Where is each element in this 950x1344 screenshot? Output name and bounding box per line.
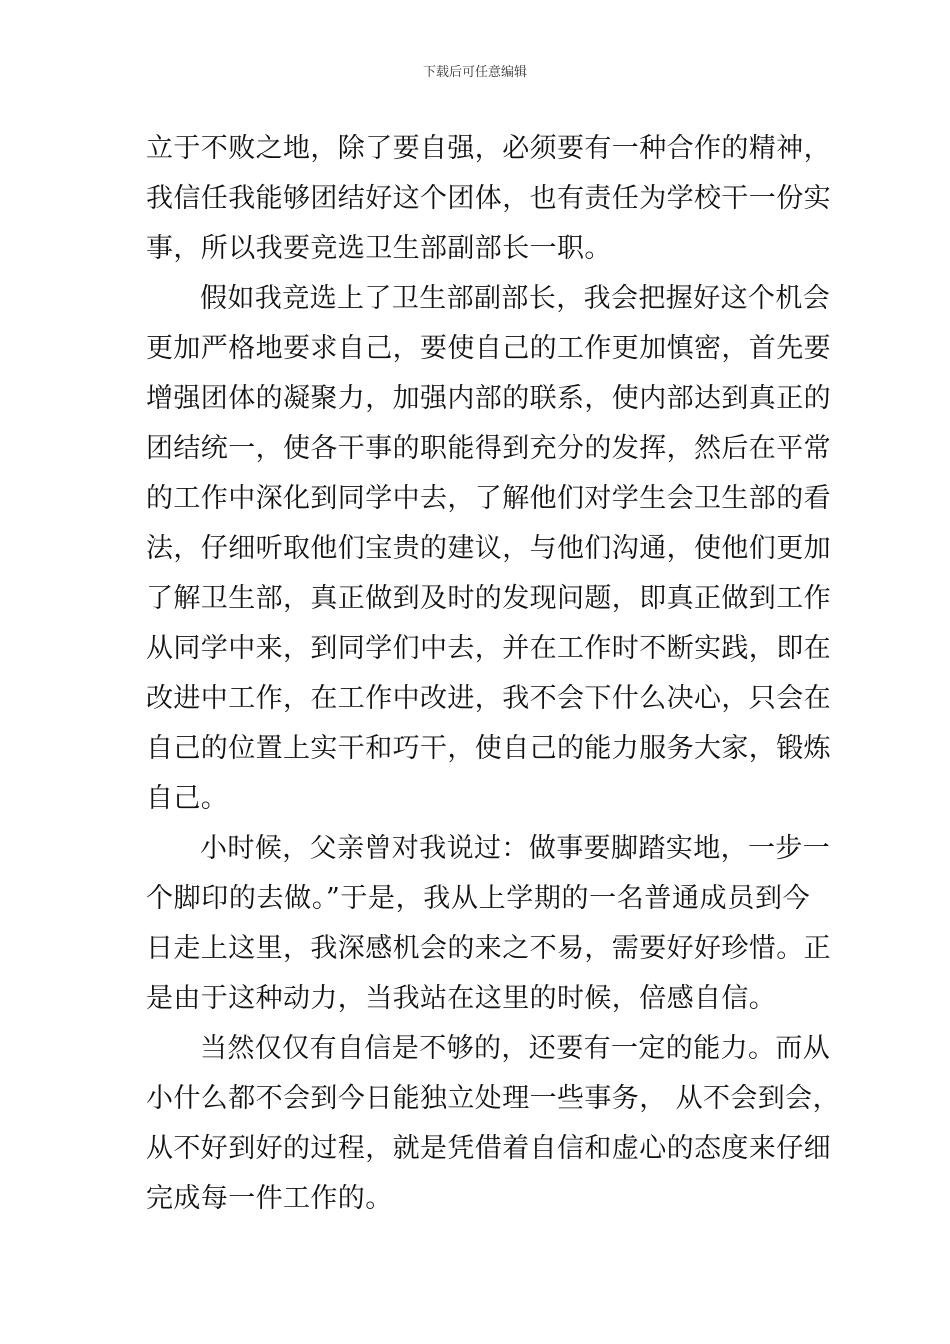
text-line: 从同学中来，到同学们中去，并在工作时不断实践，即在	[146, 633, 831, 664]
text-line: 事，所以我要竞选卫生部副部长一职。	[146, 233, 612, 264]
text-line: 立于不败之地，除了要自强，必须要有一种合作的精神，	[146, 133, 831, 164]
text-line: 假如我竞选上了卫生部副部长，我会把握好这个机会	[200, 283, 831, 314]
text-line: 更加严格地要求自己，要使自己的工作更加慎密，首先要	[146, 333, 831, 364]
text-line: 日走上这里，我深感机会的来之不易，需要好好珍惜。正	[146, 933, 831, 964]
text-line: 个脚印的去做。”于是，我从上学期的一名普通成员到今	[146, 883, 810, 914]
text-line: 小时候，父亲曾对我说过：做事要脚踏实地，一步一	[200, 833, 831, 864]
text-line: 当然仅仅有自信是不够的，还要有一定的能力。而从	[200, 1033, 831, 1064]
text-line: 自己的位置上实干和巧干，使自己的能力服务大家，锻炼	[146, 733, 831, 764]
text-line: 完成每一件工作的。	[146, 1183, 393, 1214]
page-header: 下载后可任意编辑	[422, 65, 527, 80]
text-line: 自己。	[146, 783, 229, 814]
text-line: 法，仔细听取他们宝贵的建议，与他们沟通，使他们更加	[146, 533, 831, 564]
text-line: 改进中工作，在工作中改进，我不会下什么决心，只会在	[146, 683, 831, 714]
text-line: 了解卫生部，真正做到及时的发现问题，即真正做到工作	[146, 583, 831, 614]
text-line: 团结统一，使各干事的职能得到充分的发挥，然后在平常	[146, 433, 831, 464]
text-line: 我信任我能够团结好这个团体，也有责任为学校干一份实	[146, 183, 831, 214]
text-line: 小什么都不会到今日能独立处理一些事务， 从不会到会，	[146, 1083, 840, 1114]
document-body	[146, 124, 840, 1224]
text-line: 的工作中深化到同学中去，了解他们对学生会卫生部的看	[146, 483, 831, 514]
text-line: 是由于这种动力，当我站在这里的时候，倍感自信。	[146, 983, 777, 1014]
text-line: 增强团体的凝聚力，加强内部的联系，使内部达到真正的	[146, 383, 831, 414]
text-line: 从不好到好的过程，就是凭借着自信和虚心的态度来仔细	[146, 1133, 831, 1164]
